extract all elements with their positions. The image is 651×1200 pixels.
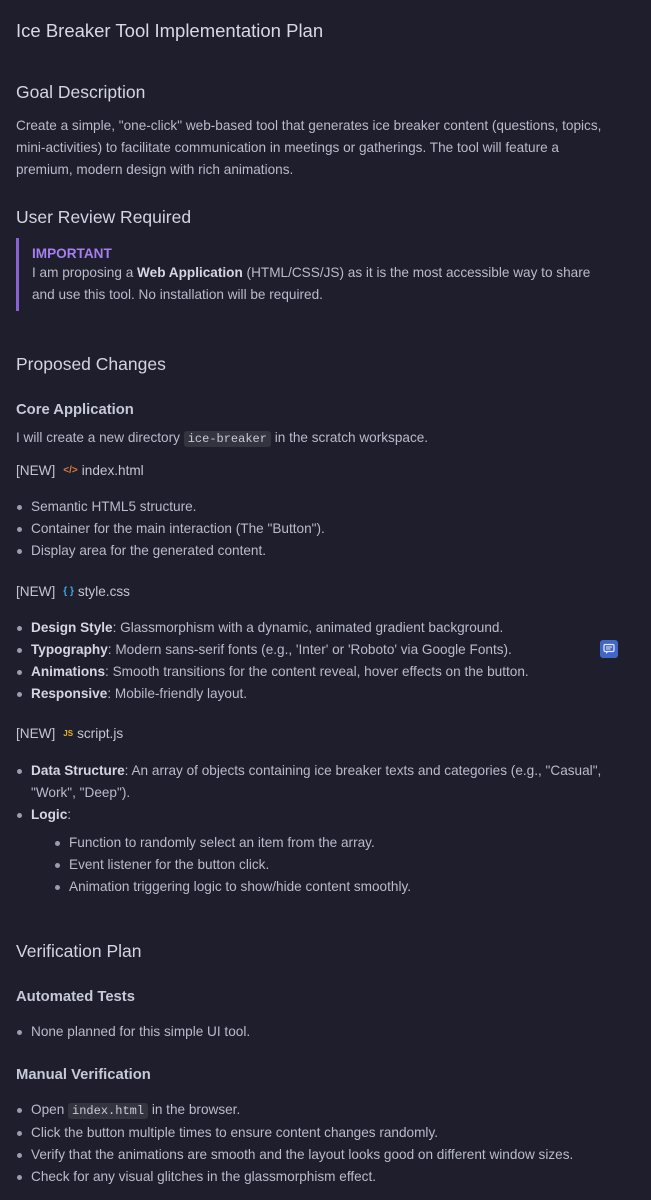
verification-heading: Verification Plan <box>16 941 142 961</box>
css-file-icon: { } <box>63 586 74 597</box>
automated-list <box>16 1021 616 1043</box>
index-list <box>16 496 616 562</box>
js-file-icon: JS <box>63 729 74 738</box>
list-item <box>16 617 616 639</box>
review-heading: User Review Required <box>16 207 192 227</box>
list-item: Display area for the generated content. <box>16 540 616 562</box>
filename-code: index.html <box>68 1103 148 1119</box>
list-item <box>16 683 616 705</box>
list-item: Check for any visual glitches in the glassmorphism effect. <box>16 1166 626 1188</box>
item-bold: Data Structure <box>31 763 125 778</box>
changes-heading: Proposed Changes <box>16 354 166 374</box>
item-bold: Logic <box>31 807 68 822</box>
file-heading-index[interactable] <box>16 463 144 478</box>
new-tag: [NEW] <box>16 726 56 741</box>
list-item: Animation triggering logic to show/hide content smoothly. <box>54 876 606 898</box>
list-item: Verify that the animations are smooth and the layout looks good on different window sizes. <box>16 1144 626 1166</box>
list-item <box>16 760 606 804</box>
item-text: : Mobile-friendly layout. <box>107 686 248 701</box>
goal-heading: Goal Description <box>16 82 146 102</box>
list-item: Container for the main interaction (The "Button"). <box>16 518 616 540</box>
core-text <box>16 427 428 450</box>
file-name[interactable]: script.js <box>77 726 124 741</box>
automated-heading: Automated Tests <box>16 989 135 1005</box>
style-list <box>16 617 616 705</box>
list-item: Click the button multiple times to ensure content changes randomly. <box>16 1122 626 1144</box>
item-text: : Smooth transitions for the content reveal, hover effects on the button. <box>105 664 529 679</box>
new-tag: [NEW] <box>16 584 56 599</box>
item-text: in the browser. <box>148 1102 241 1117</box>
item-text: : Modern sans-serif fonts (e.g., 'Inter' or 'Roboto' via Google Fonts). <box>107 642 512 657</box>
callout-text-post: (HTML/CSS/JS) as it is the most accessible way to share and use this tool. No installation will be required. <box>32 265 591 302</box>
core-text-post: in the scratch workspace. <box>270 430 429 445</box>
script-list <box>16 760 606 898</box>
important-callout <box>16 238 619 311</box>
callout-text-pre: I am proposing a <box>32 265 138 280</box>
item-bold: Responsive <box>31 686 108 701</box>
item-bold: Typography <box>31 642 108 657</box>
goal-text: Create a simple, "one-click" web-based tool that generates ice breaker content (questions, topics, mini-activities) to facilitate communication in meetings or gatherings. The tool will feature a premium, modern design with rich animations. <box>16 118 602 177</box>
callout-text-bold: Web Application <box>137 265 243 280</box>
directory-code: ice-breaker <box>184 431 271 447</box>
list-item: Event listener for the button click. <box>54 854 606 876</box>
list-item <box>16 661 616 683</box>
callout-body <box>32 262 602 306</box>
manual-heading: Manual Verification <box>16 1067 151 1083</box>
item-text: Open <box>31 1102 69 1117</box>
item-text: : <box>67 807 72 822</box>
file-name[interactable]: index.html <box>81 463 144 478</box>
comment-icon <box>603 643 615 655</box>
list-item <box>16 639 616 661</box>
new-tag: [NEW] <box>16 463 56 478</box>
page-title: Ice Breaker Tool Implementation Plan <box>16 20 324 41</box>
file-name[interactable]: style.css <box>77 584 130 599</box>
list-item <box>16 804 606 898</box>
html-file-icon: </> <box>63 465 78 476</box>
item-text: : Glassmorphism with a dynamic, animated gradient background. <box>112 620 504 635</box>
item-text: : An array of objects containing ice breaker texts and categories (e.g., "Casual", "Work", "Deep"). <box>31 763 602 800</box>
file-heading-style[interactable] <box>16 584 130 599</box>
core-heading: Core Application <box>16 402 134 418</box>
list-item: Semantic HTML5 structure. <box>16 496 616 518</box>
item-bold: Animations <box>31 664 106 679</box>
callout-title: IMPORTANT <box>32 246 112 261</box>
logic-sublist <box>54 832 606 898</box>
add-comment-button[interactable] <box>600 640 618 658</box>
file-heading-script[interactable] <box>16 726 123 741</box>
item-bold: Design Style <box>31 620 113 635</box>
core-text-pre: I will create a new directory <box>16 430 184 445</box>
list-item: None planned for this simple UI tool. <box>16 1021 616 1043</box>
list-item <box>16 1099 626 1122</box>
manual-list <box>16 1099 626 1188</box>
list-item: Function to randomly select an item from the array. <box>54 832 606 854</box>
